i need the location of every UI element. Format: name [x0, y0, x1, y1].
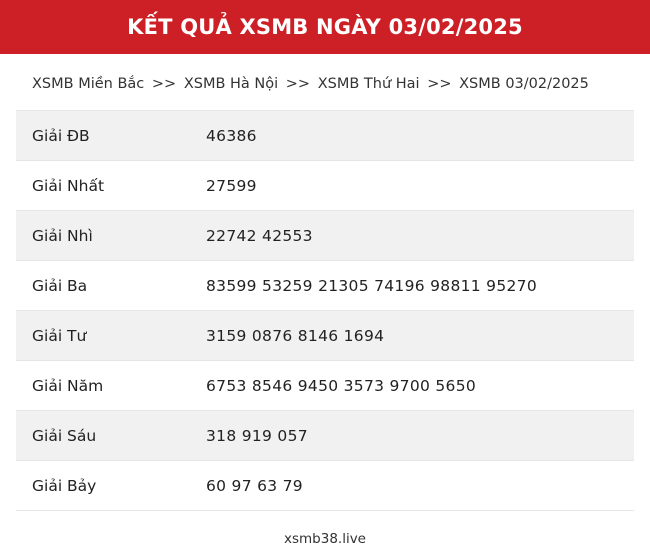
prize-numbers: 22742 42553 — [206, 226, 313, 245]
breadcrumb-item-city[interactable]: XSMB Hà Nội — [183, 76, 279, 92]
prize-numbers: 3159 0876 8146 1694 — [206, 326, 385, 345]
prize-numbers: 83599 53259 21305 74196 98811 95270 — [206, 276, 537, 295]
breadcrumb-separator: >> — [285, 76, 311, 92]
site-name: xsmb38.live — [283, 531, 366, 547]
table-row — [16, 311, 634, 361]
page-header — [0, 0, 650, 54]
breadcrumb — [0, 54, 650, 110]
page-title: KẾT QUẢ XSMB NGÀY 03/02/2025 — [127, 15, 523, 39]
breadcrumb-separator: >> — [427, 76, 452, 92]
table-row — [16, 161, 634, 211]
prize-label: Giải Năm — [32, 376, 104, 395]
breadcrumb-item-date[interactable]: XSMB 03/02/2025 — [459, 76, 589, 92]
prize-label: Giải Ba — [32, 276, 88, 295]
table-row — [16, 411, 634, 461]
breadcrumb-item-weekday[interactable]: XSMB Thứ Hai — [317, 76, 420, 92]
prize-numbers: 60 97 63 79 — [206, 476, 303, 495]
prize-label: Giải Tư — [32, 326, 87, 345]
prize-numbers: 318 919 057 — [206, 426, 308, 445]
breadcrumb-item-region[interactable]: XSMB Miền Bắc — [32, 76, 145, 92]
prize-numbers: 46386 — [206, 126, 257, 145]
results-table — [16, 110, 634, 511]
table-row — [16, 211, 634, 261]
table-row — [16, 111, 634, 161]
table-row — [16, 361, 634, 411]
prize-label: Giải Bảy — [32, 476, 97, 495]
prize-label: Giải ĐB — [32, 126, 90, 145]
footer — [0, 511, 650, 547]
table-row — [16, 261, 634, 311]
prize-label: Giải Nhất — [32, 176, 105, 195]
prize-label: Giải Sáu — [32, 426, 97, 445]
table-row — [16, 461, 634, 511]
prize-label: Giải Nhì — [32, 226, 93, 245]
breadcrumb-separator: >> — [151, 76, 177, 92]
prize-numbers: 27599 — [206, 176, 257, 195]
prize-numbers: 6753 8546 9450 3573 9700 5650 — [206, 376, 477, 395]
